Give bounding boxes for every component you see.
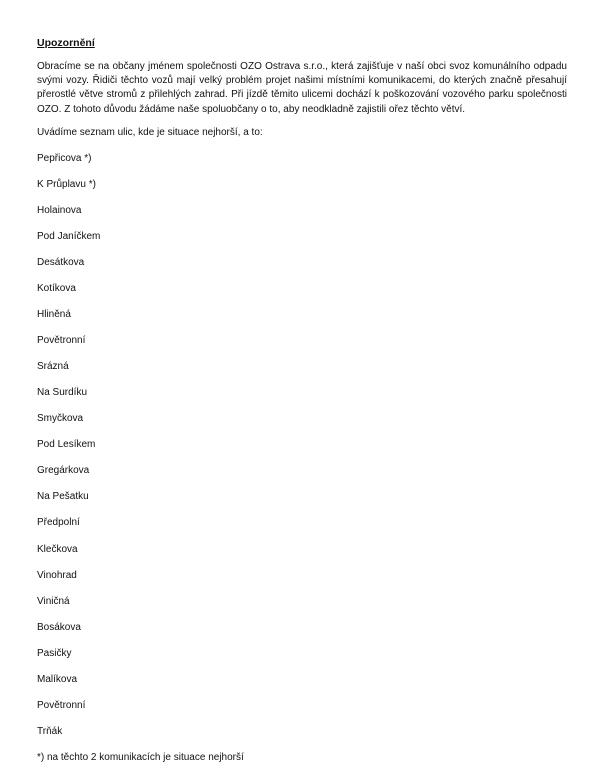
street-item: Na Surdíku (37, 387, 88, 399)
document-page (37, 36, 567, 765)
street-item: Trňák (37, 725, 63, 737)
street-item: Klečkova (37, 543, 78, 555)
street-item: Srázná (37, 361, 69, 373)
street-item: Viničná (37, 595, 70, 607)
street-item: Pasičky (37, 647, 72, 659)
document-heading: Upozornění (37, 37, 95, 49)
street-item: Povětronní (37, 335, 86, 347)
street-list (37, 152, 567, 739)
street-item: Gregárkova (37, 465, 90, 477)
street-item: Kotíkova (37, 283, 76, 295)
street-item: Předpolní (37, 517, 80, 529)
intro-paragraph: Obracíme se na občany jménem společnosti OZO Ostrava s.r.o., která zajišťuje v naší obci svoz komunálního odpadu svými vozy. Řidiči těchto vozů mají velký problém projet našimi místními komunikacemi, do kterých značně přesahují přerostlé větve stromů z přilehlých zahrad. Při jízdě těmito ulicemi dochází k poškozování vozového parku společnosti OZO. Z tohoto důvodu žádáme naše spoluobčany o to, aby neodkladně zajistili ořez těchto větví. (37, 61, 567, 115)
street-item: Na Pešatku (37, 491, 89, 503)
street-item: Malíkova (37, 673, 78, 685)
street-item: K Průplavu *) (37, 178, 96, 190)
street-item: Vinohrad (37, 569, 77, 581)
street-item: Pod Lesíkem (37, 439, 96, 451)
street-item: Povětronní (37, 699, 86, 711)
street-list-lead: Uvádíme seznam ulic, kde je situace nejhorší, a to: (37, 126, 263, 138)
street-item: Holainova (37, 204, 82, 216)
street-item: Pod Janíčkem (37, 230, 101, 242)
street-item: Pepřicova *) (37, 152, 92, 164)
street-item: Bosákova (37, 621, 81, 633)
street-item: Desátkova (37, 257, 85, 268)
street-item: Hliněná (37, 309, 71, 321)
footnote: *) na těchto 2 komunikacích je situace nejhorší (37, 751, 244, 763)
street-item: Smyčkova (37, 413, 84, 425)
